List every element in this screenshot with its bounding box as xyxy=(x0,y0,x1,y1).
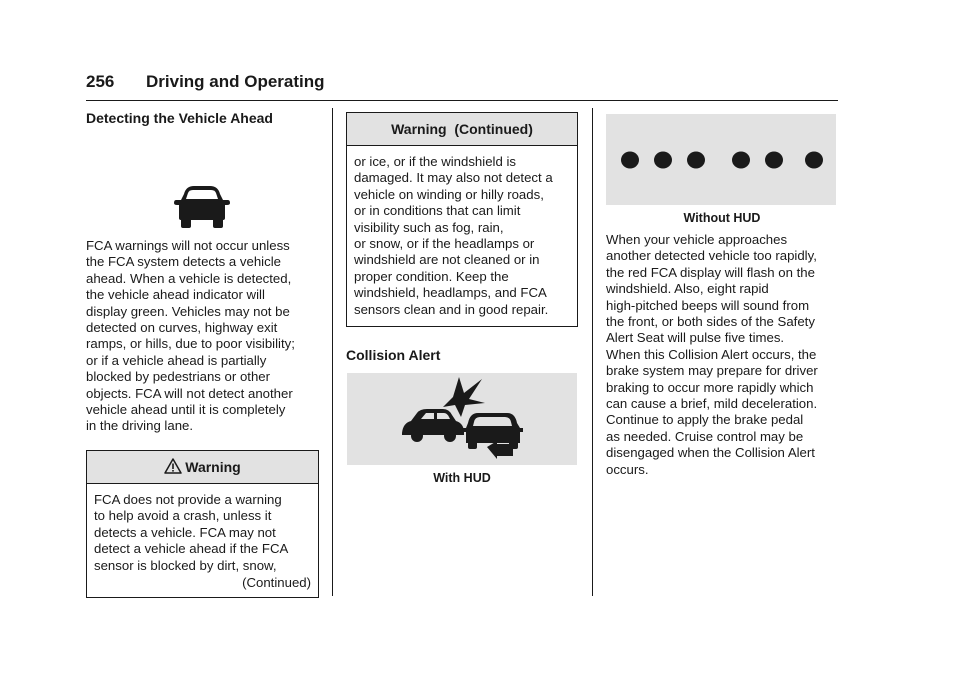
subheading-detecting-vehicle: Detecting the Vehicle Ahead xyxy=(86,110,273,126)
warning-continued-body: or ice, or if the windshield is damaged. It may also not detect a vehicle on winding or hilly roads, or in conditions that can limit visibility such as fog, rain, or snow, or if the headlamps or windshield are not cleaned or in proper condition. Keep the windshield, headlamps, and FCA sensors clean and in good repair. xyxy=(354,154,553,317)
column-2 xyxy=(346,112,578,485)
vehicle-ahead-figure xyxy=(86,128,319,238)
paragraph-fca-detection: FCA warnings will not occur unless the FCA system detects a vehicle ahead. When a vehicle is detected, the vehicle ahead indicator will display green. Vehicles may not be detected on curves, highway exit ramps, or hills, due to poor visibility; or if a vehicle ahead is partially blocked by pedestrians or other objects. FCA will not detect another vehicle ahead until it is completely in the driving lane. xyxy=(86,238,295,434)
paragraph-collision-alert: When your vehicle approaches another detected vehicle too rapidly, the red FCA display will flash on the windshield. Also, eight rapid high-pitched beeps will sound from the front, or both sides of the Safety Alert Seat will pulse five times. When this Collision Alert occurs, the brake system may prepare for driver braking to occur more rapidly which can cause a brief, mild deceleration. Continue to apply the brake pedal as needed. Cruise control may be disengaged when the Collision Alert occurs. xyxy=(606,232,818,477)
vehicle-ahead-icon xyxy=(172,180,232,230)
collision-alert-figure xyxy=(347,373,577,465)
warning-continued-box xyxy=(346,112,578,327)
figure-caption-with-hud: With HUD xyxy=(433,471,491,486)
warning-box xyxy=(86,450,319,598)
column-1 xyxy=(86,108,319,598)
section-title: Driving and Operating xyxy=(146,72,325,91)
warning-title: Warning xyxy=(185,458,241,475)
windshield-led-figure xyxy=(606,114,836,205)
column-3 xyxy=(606,112,838,478)
warning-header xyxy=(87,451,318,484)
figure-caption-without-hud: Without HUD xyxy=(683,211,761,225)
subheading-collision-alert: Collision Alert xyxy=(346,347,441,364)
windshield-led-dots-icon xyxy=(606,114,836,205)
page-header xyxy=(86,70,838,101)
warning-triangle-icon xyxy=(164,458,182,474)
column-divider-1 xyxy=(332,108,333,596)
warning-continued-header: Warning (Continued) xyxy=(347,113,577,146)
continued-label: (Continued) xyxy=(242,574,311,590)
collision-alert-icon xyxy=(347,373,577,465)
page-number: 256 xyxy=(86,72,115,91)
warning-body: FCA does not provide a warning to help avoid a crash, unless it detects a vehicle. FCA may not detect a vehicle ahead if the FCA sensor is blocked by dirt, snow, (Continued) xyxy=(94,491,311,590)
column-divider-2 xyxy=(592,108,593,596)
